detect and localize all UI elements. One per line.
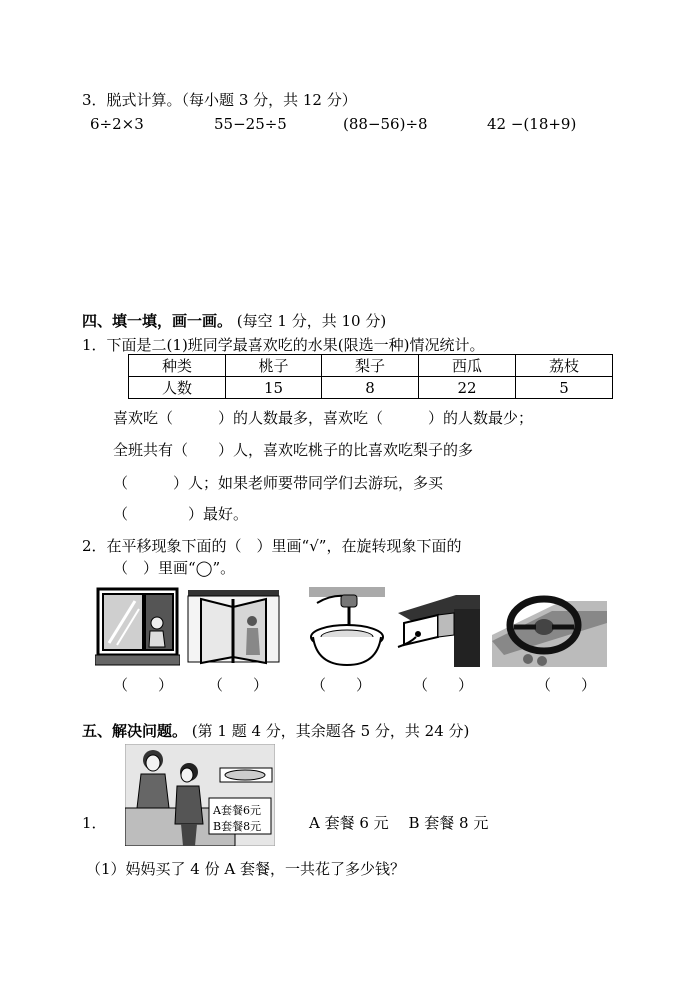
table-cell: 15 [226, 377, 322, 399]
answer-blank-1[interactable]: （ ） [113, 676, 174, 694]
calc-problem-3: (88−56)÷8 [343, 115, 428, 133]
table-cell: 西瓜 [419, 355, 516, 377]
drawer-icon [396, 585, 480, 667]
table-cell: 人数 [129, 377, 226, 399]
answer-blank-4[interactable]: （ ） [413, 676, 474, 694]
q1-prompt: 1．下面是二(1)班同学最喜欢吃的水果(限选一种)情况统计。 [82, 336, 485, 354]
calc-problem-2: 55−25÷5 [214, 115, 287, 133]
sliding-window-icon [95, 585, 180, 667]
calc-problem-4: 42 −(18+9) [487, 115, 577, 133]
steering-wheel-icon [492, 585, 607, 667]
q1-fill-line-4: （ ）最好。 [113, 505, 249, 523]
table-cell: 荔枝 [516, 355, 613, 377]
fruit-stats-table [128, 354, 613, 399]
faucet-icon [307, 585, 387, 667]
subquestion-1: （1）妈妈买了 4 份 A 套餐，一共花了多少钱？ [86, 860, 405, 878]
q1-fill-line-3: （ ）人；如果老师要带同学们去游玩，多买 [113, 474, 444, 492]
table-cell: 5 [516, 377, 613, 399]
section4-header [82, 310, 386, 331]
q1-fill-line-1: 喜欢吃（ ）的人数最多，喜欢吃（ ）的人数最少； [113, 409, 534, 427]
section3-title: 3．脱式计算。（每小题 3 分，共 12 分） [82, 91, 357, 109]
meal-counter-illustration [125, 744, 275, 846]
q1-number: 1． [82, 814, 107, 832]
sign-line-a: A套餐6元 [213, 804, 261, 817]
section4-heading: 四、填一填，画一画。 [82, 312, 233, 330]
table-cell: 梨子 [322, 355, 419, 377]
answer-blank-3[interactable]: （ ） [311, 676, 372, 694]
q2-prompt-line-1: 2．在平移现象下面的（ ）里画“√”，在旋转现象下面的 [82, 537, 462, 555]
meal-prices: A 套餐 6 元 B 套餐 8 元 [309, 814, 489, 832]
table-cell: 8 [322, 377, 419, 399]
table-cell: 种类 [129, 355, 226, 377]
q2-prompt-line-2: （ ）里画“◯”。 [113, 559, 236, 577]
section5-heading: 五、解决问题。 [82, 722, 188, 740]
section5-heading-note: (第 1 题 4 分，其余题各 5 分，共 24 分) [191, 722, 470, 740]
sign-line-b: B套餐8元 [213, 820, 262, 833]
table-cell: 桃子 [226, 355, 322, 377]
table-cell: 22 [419, 377, 516, 399]
calc-problem-1: 6÷2×3 [90, 115, 144, 133]
section4-heading-note: (每空 1 分，共 10 分) [236, 312, 387, 330]
answer-blank-5[interactable]: （ ） [536, 676, 597, 694]
answer-blank-2[interactable]: （ ） [208, 676, 269, 694]
section5-header [82, 720, 469, 741]
q1-fill-line-2: 全班共有（ ）人，喜欢吃桃子的比喜欢吃梨子的多 [113, 441, 474, 459]
revolving-door-icon [186, 585, 281, 667]
table-row [129, 377, 613, 399]
table-header-row [129, 355, 613, 377]
